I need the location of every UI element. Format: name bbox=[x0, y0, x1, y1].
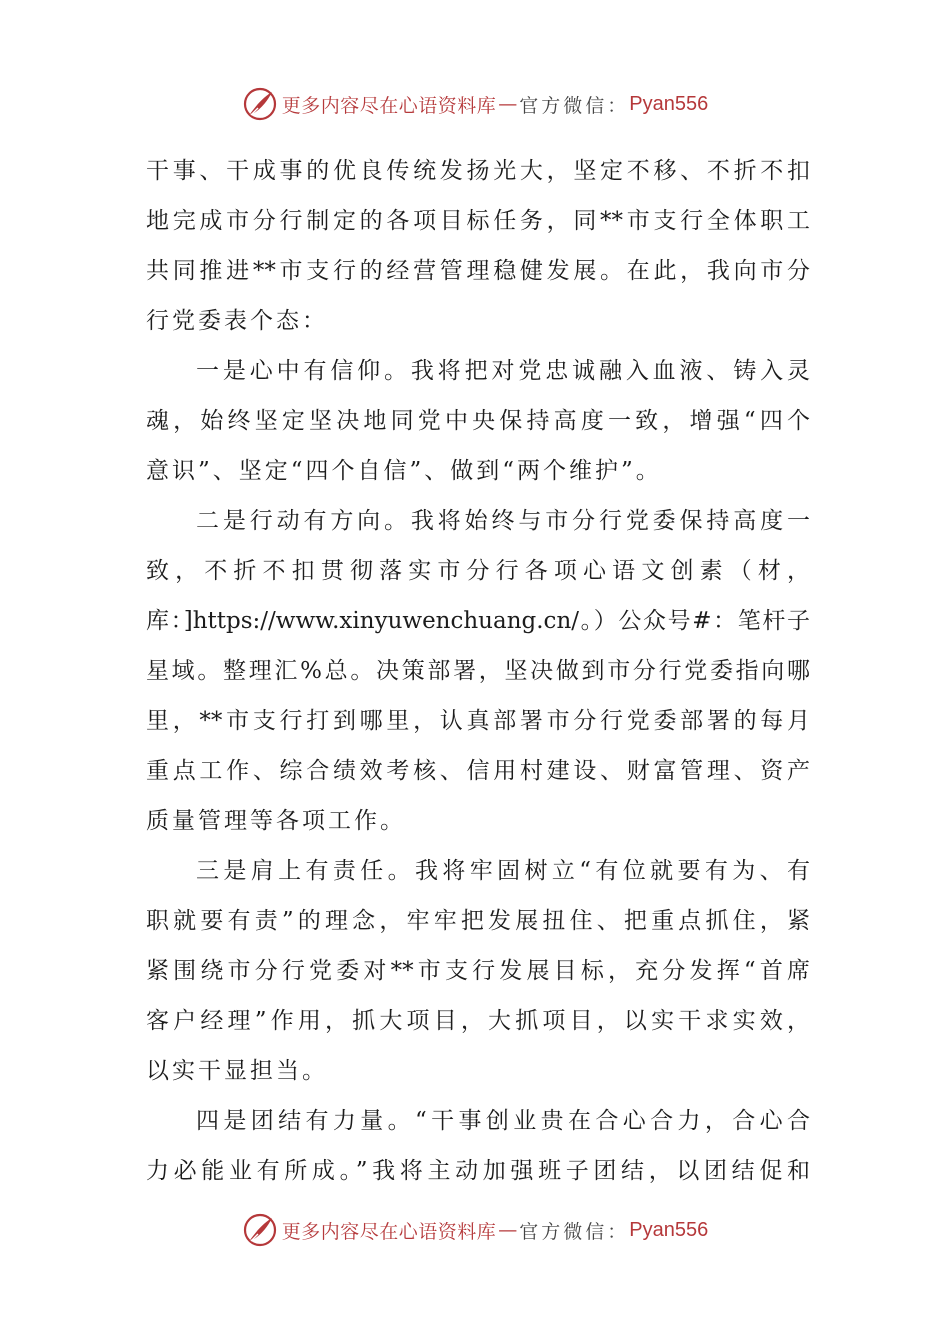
footer-official-label: 官方微信： bbox=[519, 1220, 630, 1243]
header-official-label: 官方微信： bbox=[519, 94, 630, 117]
header-dash: — bbox=[498, 93, 518, 115]
quill-pen-logo-icon bbox=[242, 86, 278, 122]
text-line: 以实干显担当。 bbox=[146, 1058, 328, 1084]
footer-wechat-id: Pyan556 bbox=[629, 1218, 709, 1241]
text-line: 里，**市支行打到哪里，认真部署市分行党委部署的每月 bbox=[146, 708, 810, 734]
footer-slogan: 更多内容尽在心语资料库 bbox=[281, 1220, 497, 1243]
text-line url-line: 库：]https://www.xinyuwenchuang.cn/。）公众号#：笔杆子 bbox=[146, 608, 810, 634]
header-slogan: 更多内容尽在心语资料库 bbox=[281, 94, 497, 117]
text-line: 意识”、坚定“四个自信”、做到“两个维护”。 bbox=[146, 458, 662, 484]
footer-dash: — bbox=[498, 1219, 518, 1241]
footer-banner bbox=[0, 1208, 950, 1252]
text-line: 致，不折不扣贯彻落实市分行各项心语文创素（材， bbox=[146, 558, 810, 584]
text-line: 地完成市分行制定的各项目标任务，同**市支行全体职工 bbox=[146, 208, 810, 234]
text-line: 魂，始终坚定坚决地同党中央保持高度一致，增强“四个 bbox=[146, 408, 810, 434]
text-line: 共同推进**市支行的经营管理稳健发展。在此，我向市分 bbox=[146, 258, 810, 284]
text-line: 职就要有责”的理念，牢牢把发展扭住、把重点抓住，紧 bbox=[146, 908, 810, 934]
text-line: 二是行动有方向。我将始终与市分行党委保持高度一 bbox=[196, 508, 810, 534]
text-line: 力必能业有所成。”我将主动加强班子团结，以团结促和 bbox=[146, 1158, 810, 1184]
quill-pen-logo-icon bbox=[242, 1212, 278, 1248]
text-line: 三是肩上有责任。我将牢固树立“有位就要有为、有 bbox=[196, 858, 810, 884]
header-banner bbox=[0, 82, 950, 126]
text-line: 星域。整理汇%总。决策部署，坚决做到市分行党委指向哪 bbox=[146, 658, 810, 684]
text-line: 四是团结有力量。“干事创业贵在合心合力，合心合 bbox=[196, 1108, 810, 1134]
text-line: 重点工作、综合绩效考核、信用村建设、财富管理、资产 bbox=[146, 758, 810, 784]
header-wechat-id: Pyan556 bbox=[629, 92, 709, 115]
text-line: 一是心中有信仰。我将把对党忠诚融入血液、铸入灵 bbox=[196, 358, 810, 384]
document-body bbox=[146, 146, 810, 1196]
text-line: 行党委表个态： bbox=[146, 308, 328, 334]
text-line: 紧围绕市分行党委对**市支行发展目标，充分发挥“首席 bbox=[146, 958, 810, 984]
text-line: 质量管理等各项工作。 bbox=[146, 808, 406, 834]
text-line: 客户经理”作用，抓大项目，大抓项目，以实干求实效， bbox=[146, 1008, 810, 1034]
text-line: 干事、干成事的优良传统发扬光大，坚定不移、不折不扣 bbox=[146, 158, 810, 184]
